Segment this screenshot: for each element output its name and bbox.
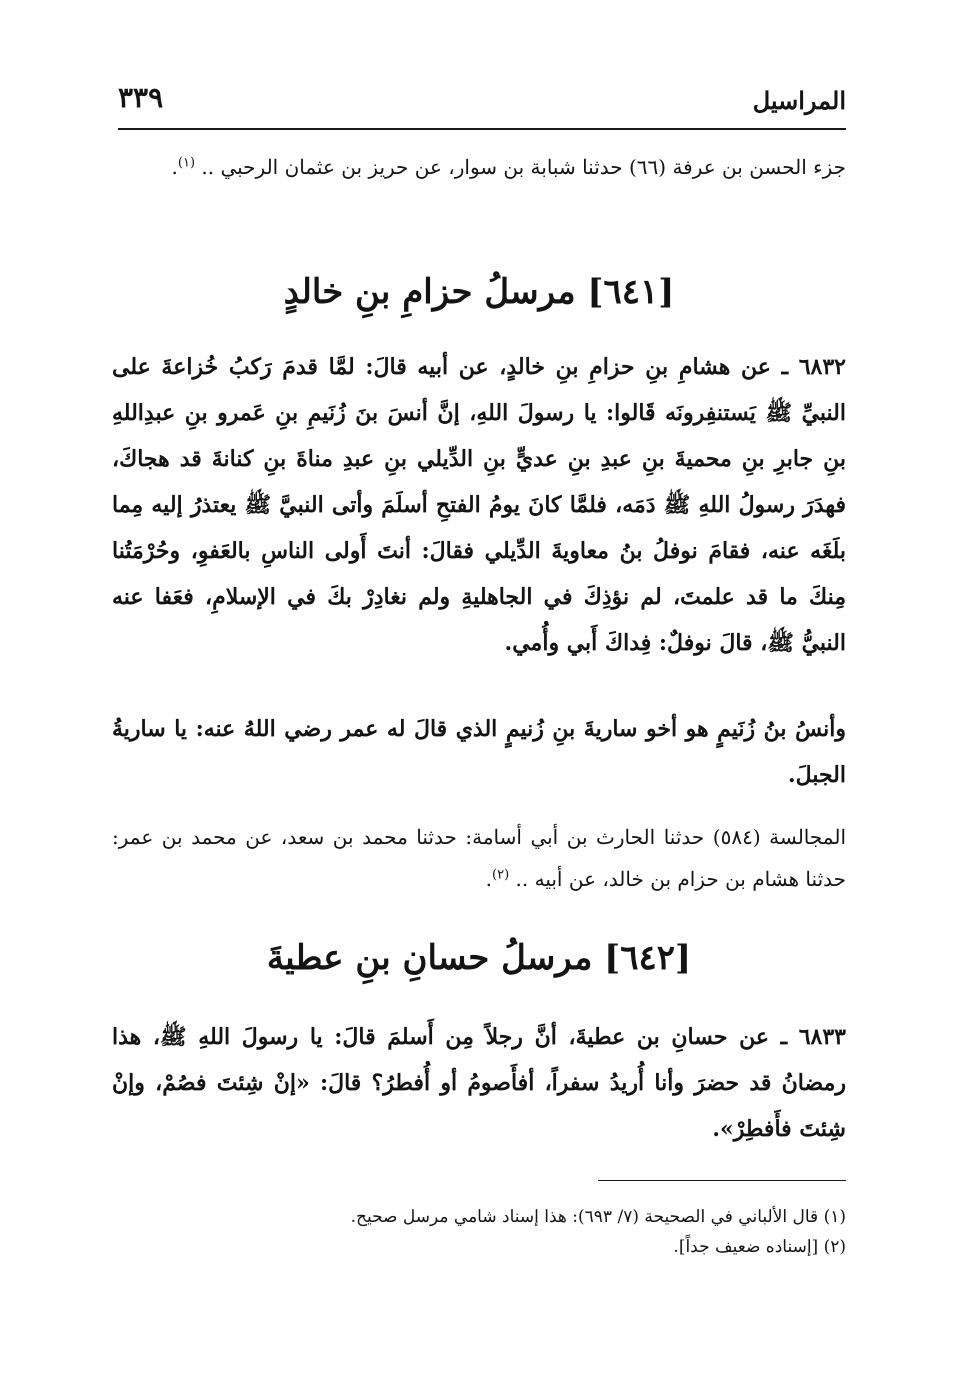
hadith-6832: ٦٨٣٢ ـ عن هشامِ بنِ حزامِ بنِ خالدٍ، عن أبيه قالَ: لمَّا قدمَ رَكبُ خُزاعةَ على النبيِّ ﷺ يَستنفِرونَه قَالوا: يا رسولَ اللهِ، إنَّ أنسَ بنَ زُنَيمِ بنِ عَمرو بنِ عبدِاللهِ بنِ جابرِ بنِ محميةَ بنِ عبدِ بنِ عديٍّ بنِ الدِّيلي بنِ عبدِ مناةَ بنِ كنانةَ قد هجاكَ، فهدَرَ رسولُ اللهِ ﷺ دَمَه، فلمَّا كانَ يومُ الفتحِ أسلَمَ وأتى النبيَّ ﷺ يعتذرُ إليه مِما بلَغَه عنه، فقامَ نوفلُ بنُ معاويةَ الدِّيلي فقالَ: أنتَ أَولى الناسِ بالعَفوِ، وحُرْمَتُنا مِنكَ ما قد علمتَ، لم نؤذِكَ في الجاهليةِ ولم نغادِرْ بكَ في الإسلامِ، فعَفا عنه النبيُّ ﷺ، قالَ نوفلٌ: فِداكَ أَبي وأُمي. [112,354,846,656]
section-title-642: [٦٤٢] مرسلُ حسانِ بنِ عطيةَ [266,938,692,978]
source-paragraph-641: المجالسة (٥٨٤) حدثنا الحارث بن أبي أسامة: حدثنا محمد بن سعد، عن محمد بن عمر: حدثنا هشام بن حزام بن خالد، عن أبيه .. $^{(٢)}$. [112,825,846,891]
intro-source-paragraph: جزء الحسن بن عرفة (٦٦) حدثنا شبابة بن سوار، عن حريز بن عثمان الرحبي .. $^{(١)}$. [171,155,846,179]
page-number: ٣٣٩ [118,81,164,114]
footnote-2: (٢) [إسناده ضعيف جداً]. [673,1237,846,1257]
header-divider [118,128,846,130]
footnote-1: (١) قال الألباني في الصحيحة (٧/ ٦٩٣): هذا إسناد شامي مرسل صحيح. [350,1207,846,1227]
footnote-divider [598,1180,846,1181]
running-title: المراسيل [752,86,846,115]
section-title-641: [٦٤١] مرسلُ حزامِ بنِ خالدٍ [283,272,675,312]
comment-anas-bin-zunaym: وأنسُ بنُ زُنَيمٍ هو أخو ساريةَ بنِ زُنيمٍ الذي قالَ له عمر رضي اللهُ عنه: يا ساريةُ الجبلَ. [112,716,846,788]
footnote-ref-1: (١) [177,155,196,171]
footnote-ref-2: (٢) [492,867,510,883]
source-text-641: المجالسة (٥٨٤) حدثنا الحارث بن أبي أسامة: حدثنا محمد بن سعد، عن محمد بن عمر: حدثنا هشام بن حزام بن خالد، عن أبيه .. [112,825,846,891]
hadith-6833: ٦٨٣٣ ـ عن حسانِ بن عطيةَ، أنَّ رجلاً مِن أَسلمَ قالَ: يا رسولَ اللهِ ﷺ، هذا رمضانُ قد حضرَ وأنا أُريدُ سفراً، أفأَصومُ أو أُفطرُ؟ قالَ: «إنْ شِئتَ فصُمْ، وإنْ شِئتَ فأَفطِرْ». [112,1024,846,1142]
footnotes [112,1202,846,1262]
page-header [118,78,846,118]
intro-source-text: جزء الحسن بن عرفة (٦٦) حدثنا شبابة بن سوار، عن حريز بن عثمان الرحبي .. [201,155,846,179]
